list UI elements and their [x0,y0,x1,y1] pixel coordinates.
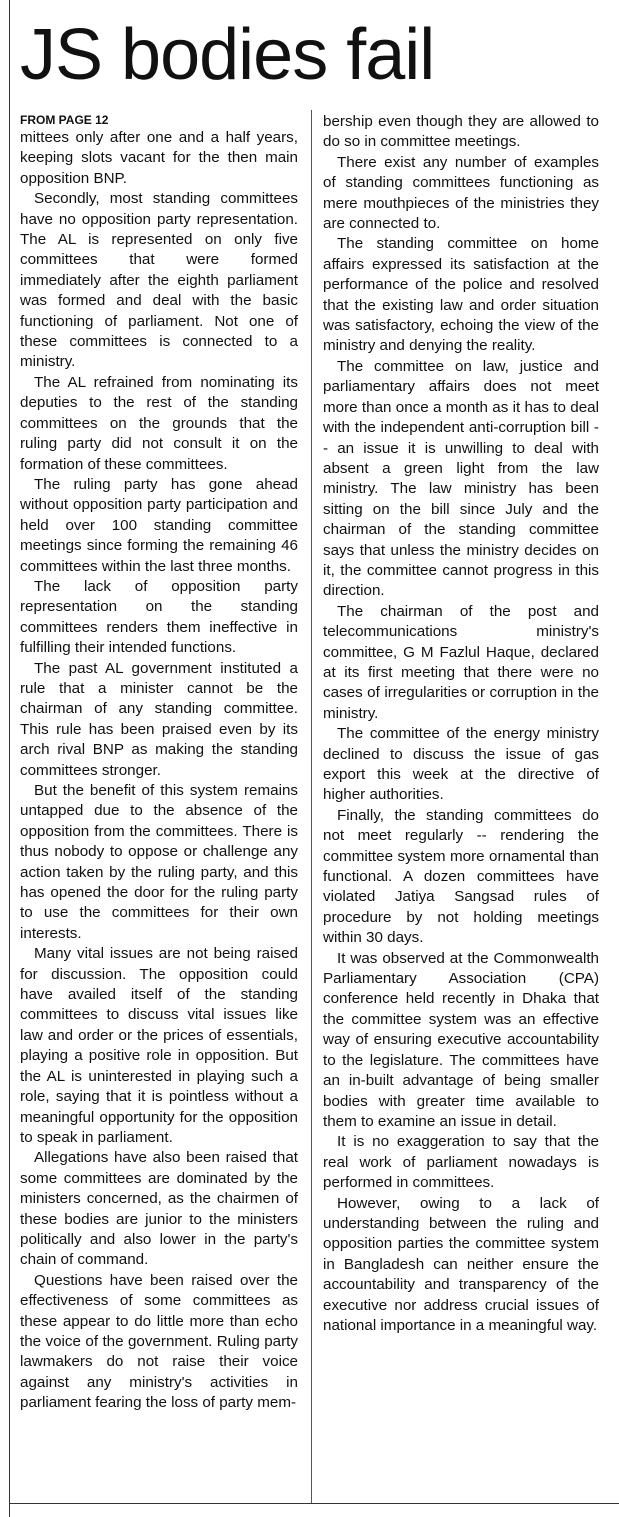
paragraph: Finally, the standing committees do not meet regularly -- rendering the committee system more ornamental than functional. A dozen committees have violated Jatiya Sangsad rules of procedure by not holding meetings within 30 days. [323,806,599,947]
paragraph: There exist any number of examples of standing committees functioning as mere mouthpieces of the ministries they are connected to. [323,153,599,233]
bottom-border-rule [9,1503,619,1504]
paragraph: Allegations have also been raised that some committees are dominated by the ministers concerned, as the chairmen of these bodies are junior to the ministers politically and also lower in the party's chain of command. [20,1149,298,1269]
left-border-rule [9,0,10,1517]
paragraph: But the benefit of this system remains untapped due to the absence of the opposition from the committees. There is thus nobody to oppose or challenge any action taken by the ruling party, and this has opened the door for the ruling party to use the committees for their own interests. [20,782,298,942]
paragraph: Many vital issues are not being raised for discussion. The opposition could have availed itself of the standing committees to discuss vital issues like law and order or the prices of essentials, playing a positive role in opposition. But the AL is uninterested in playing such a role, saying that it is pointless without a meaningful opportunity for the opposition to speak in parliament. [20,945,298,1146]
paragraph: Secondly, most standing committees have no opposition party representation. The AL is represented on only five committees that were formed immediately after the eighth parliament was formed and deal with the basic functioning of parliament. Not one of these committees is connected to a ministry. [20,190,298,371]
article-column-right [323,112,599,1336]
headline: JS bodies fail [20,15,435,95]
dateline: FROM PAGE 12 [20,113,109,127]
column-divider [311,110,312,1503]
paragraph: The committee on law, justice and parliamentary affairs does not meet more than once a month as it has to deal with the independent anti-corruption bill -- an issue it is unwilling to deal with absent a green light from the law ministry. The law ministry has been sitting on the bill since July and the chairman of the standing committee says that unless the ministry decides on it, the committee cannot progress in this direction. [323,357,599,600]
paragraph: The standing committee on home affairs expressed its satisfaction at the performance of the police and resolved that the existing law and order situation was satisfactory, echoing the view of the ministry and denying the reality. [323,235,599,355]
paragraph: The past AL government instituted a rule that a minister cannot be the chairman of any standing committee. This rule has been praised even by its arch rival BNP as making the standing committees stronger. [20,659,298,779]
paragraph: Questions have been raised over the effectiveness of some committees as these appear to do little more than echo the voice of the government. Ruling party lawmakers do not raise their voice against any ministry's activities in parliament fearing the loss of party mem- [20,1271,298,1412]
paragraph: The committee of the energy ministry declined to discuss the issue of gas export this week at the directive of higher authorities. [323,725,599,804]
paragraph: However, owing to a lack of understanding between the ruling and opposition parties the committee system in Bangladesh can neither ensure the accountability and transparency of the executive nor address crucial issues of national importance in a meaningful way. [323,1194,599,1334]
paragraph: The lack of opposition party representation on the standing committees renders them ineffective in fulfilling their intended functions. [20,577,298,657]
article-column-left [20,112,298,1414]
paragraph: The AL refrained from nominating its deputies to the rest of the standing committees on the grounds that the ruling party did not consult it on the formation of these committees. [20,373,298,473]
paragraph: mittees only after one and a half years, keeping slots vacant for the then main opposition BNP. [20,129,298,187]
paragraph: It was observed at the Commonwealth Parliamentary Association (CPA) conference held recently in Dhaka that the committee system was an effective way of ensuring executive accountability to the legislature. The committees have an in-built advantage of being smaller bodies with greater time available to them to examine an issue in detail. [323,949,599,1130]
paragraph: It is no exaggeration to say that the real work of parliament nowadays is performed in committees. [323,1133,599,1192]
paragraph: The ruling party has gone ahead without opposition party participation and held over 100 standing committee meetings since forming the remaining 46 committees within the last three months. [20,475,298,575]
paragraph: bership even though they are allowed to do so in committee meetings. [323,113,599,151]
paragraph: The chairman of the post and telecommunications ministry's committee, G M Fazlul Haque, declared at its first meeting that there were no cases of irregularities or corruption in the ministry. [323,602,599,722]
